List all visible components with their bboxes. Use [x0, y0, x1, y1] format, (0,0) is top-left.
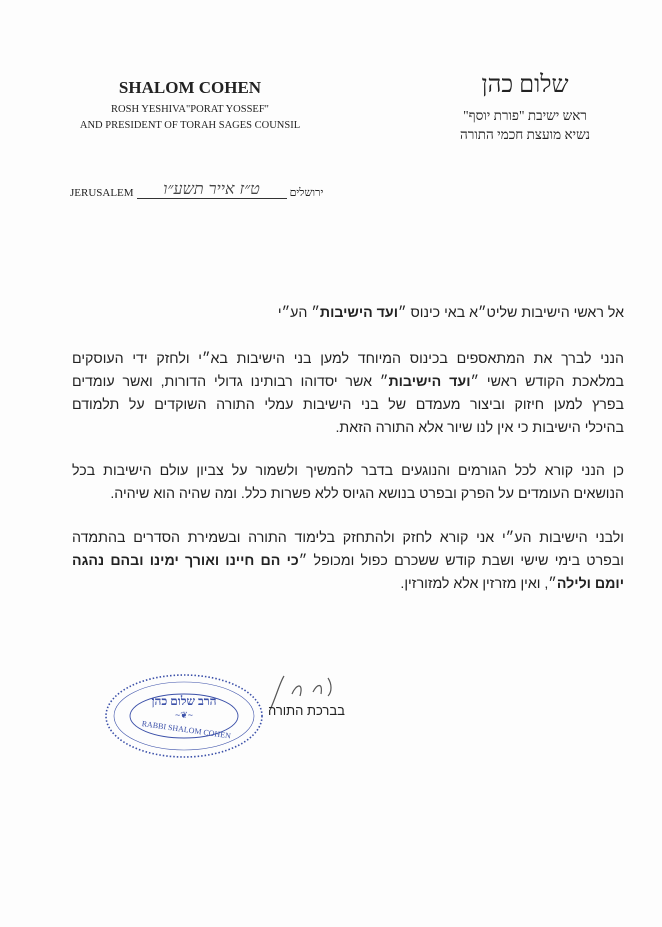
letterhead-hebrew-name: שלום כהן [481, 72, 569, 98]
paragraph-2-line: כן הנני קורא לכל הגורמים והנוגעים בדבר להמשיך ולשמור על צביון עולם הישיבות בכל [72, 463, 624, 479]
text: במלאכת הקודש ראשי ״ [470, 374, 624, 390]
handwritten-date: ט״ז אייר תשע״ו [137, 180, 287, 199]
paragraph-3-line: ולבני הישיבות הע״י אני קורא לחזק ולהתחזק בלימוד התורה ובשמירת הסדרים בהתמדה [72, 530, 624, 546]
paragraph-3-line [72, 575, 624, 593]
letterhead-hebrew-title: ראש ישיבת "פורת יוסף" [463, 108, 587, 123]
emphasis: יומם ולילה [556, 576, 624, 592]
city-hebrew: ירושלים [289, 187, 324, 199]
letterhead-english-title: ROSH YESHIVA"PORAT YOSSEF" [111, 104, 269, 115]
svg-text:RABBI SHALOM COHEN: RABBI SHALOM COHEN [141, 719, 232, 741]
emphasis: ועד הישיבות [388, 374, 471, 390]
rabbi-stamp [103, 672, 265, 760]
text: ״ הע״י [277, 305, 320, 321]
letterhead-hebrew-subtitle: נשיא מועצת חכמי התורה [459, 127, 591, 142]
emphasis: ועד הישיבות [319, 305, 398, 321]
paragraph-1-line [72, 373, 624, 391]
emphasis: כי הם חיינו ואורך ימינו ובהם נהגה [72, 553, 299, 569]
paragraph-3-line [72, 552, 624, 570]
text: ״ אשר יסדוהו רבותינו גדולי הדורות, ואשר עומדים [72, 374, 389, 390]
address-line [72, 304, 624, 322]
svg-text:~❦~: ~❦~ [174, 710, 194, 720]
paragraph-1-line: בהיכלי הישיבות כי אין לנו שיור אלא התורה הזאת. [335, 420, 624, 436]
closing-blessing: בברכת התורה [268, 703, 345, 718]
paragraph-1-line: בפרץ למען חיזוק וביצור מעמדם של בני הישיבות עמלי התורה השוקדים על תלמודם [72, 397, 624, 413]
text: ובפרט בימי שישי ושבת קודש ששכרם כפול ומכופל ״ [298, 553, 624, 569]
svg-text:הרב שלום כהן: הרב שלום כהן [151, 694, 217, 708]
letterhead-english-name: SHALOM COHEN [118, 78, 262, 97]
text: ״, ואין מזרזין אלא למזורזין. [400, 576, 557, 592]
letterhead-english-subtitle: AND PRESIDENT OF TORAH SAGES COUNSIL [79, 120, 301, 131]
dateline [70, 180, 323, 199]
paragraph-2-line: הנושאים העומדים על הפרק ובפרט בנושא הגיוס ללא פשרות כלל. ומה שהיה הוא שיהיה. [110, 486, 624, 502]
text: אל ראשי הישיבות שליט״א באי כינוס ״ [397, 305, 624, 321]
city-english: JERUSALEM [70, 187, 134, 199]
paragraph-1-line: הנני לברך את המתאספים בכינוס המיוחד למען בני הישיבות בא״י ולחזק ידי העוסקים [72, 351, 624, 367]
